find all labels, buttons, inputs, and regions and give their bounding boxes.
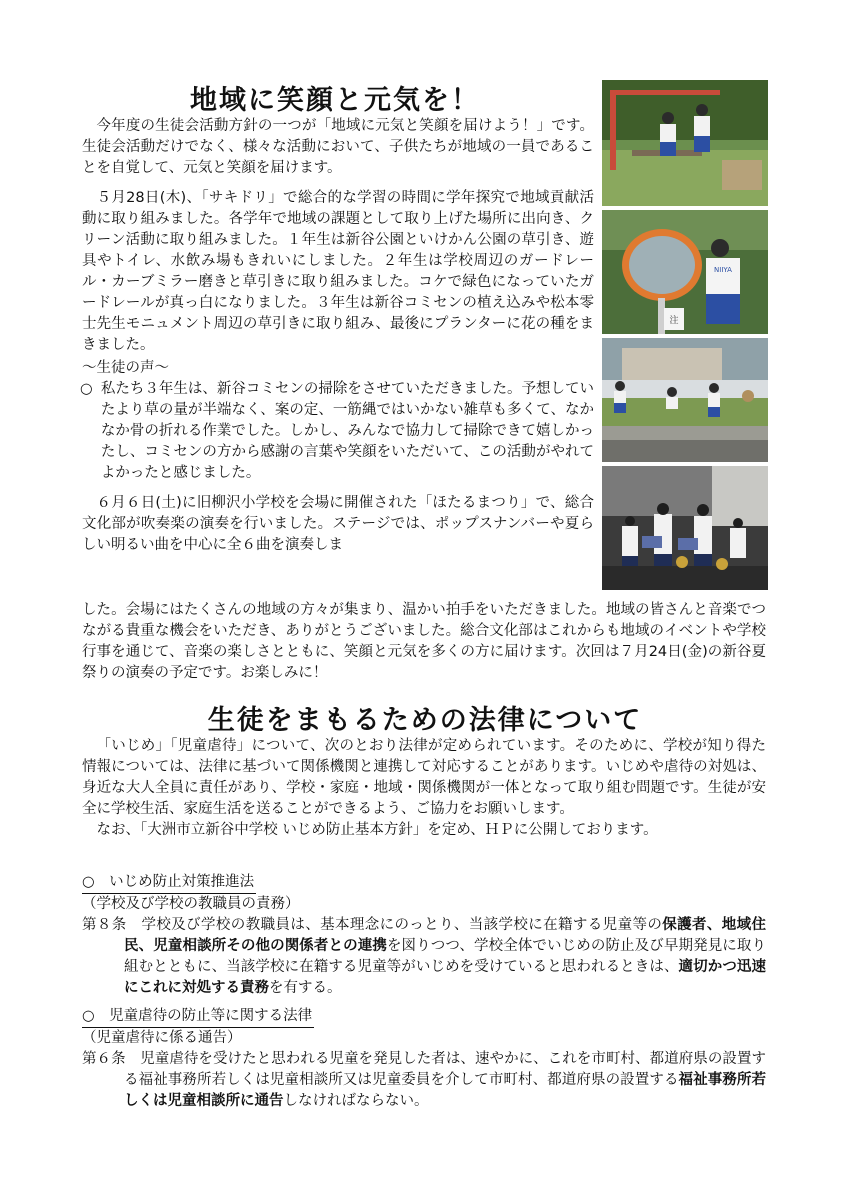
law-bullying bbox=[82, 872, 766, 999]
emphasis-report: 福祉事務所若しくは児童相談所に通告 bbox=[124, 1072, 767, 1109]
emphasis-responsibility: 適切かつ迅速にこれに対処する責務 bbox=[124, 959, 767, 996]
law-bullying-subheading: （学校及び学校の教職員の責務） bbox=[82, 896, 300, 912]
student-voice bbox=[82, 379, 594, 484]
activity-paragraph: ５月28日(木)、「サキドリ」で総合的な学習の時間に学年探究で地域貢献活動に取り組みました。各学年で地域の課題として取り上げた場所に出向き、クリーン活動に取り組みました。１年生は新谷公園といけかん公園の草引き、遊具やトイレ、水飲み場もきれいにしました。２年生は学校周辺のガードレール・カーブミラー磨きと草引きに取り組みました。コケで緑色になっていたガードレールが真っ白になりました。３年生は新谷コミセンの植え込みや松本零士先生モニュメント周辺の草引きに取り組み、最後にプランターに花の種をまきました。 bbox=[82, 190, 594, 353]
photo-park-cleaning bbox=[602, 80, 768, 206]
photo-brass-band bbox=[602, 466, 768, 590]
law-abuse-heading: ○ 児童虐待の防止等に関する法律 bbox=[82, 1006, 314, 1028]
circle-bullet: ○ bbox=[80, 381, 93, 397]
event-paragraph-tail: した。会場にはたくさんの地域の方々が集まり、温かい拍手をいただきました。地域の皆さんと音楽でつながる貴重な機会をいただき、ありがとうございました。総合文化部はこれからも地域のイベントや学校行事を通じて、音楽の楽しさとともに、笑顔と元気を多くの方に届けます。次回は７月24日(金)の新谷夏祭りの演奏の予定です。お楽しみに！ bbox=[82, 602, 766, 681]
photo-label-text: 注 bbox=[669, 316, 679, 326]
law-bullying-heading: ○ いじめ防止対策推進法 bbox=[82, 872, 256, 894]
law-intro-paragraph-1: 「いじめ」「児童虐待」について、次のとおり法律が定められています。そのために、学校が知り得た情報については、法律に基づいて関係機関と連携して対応することがあります。いじめや虐待の対処は、身近な大人全員に責任があり、学校・家庭・地域・関係機関が一体となって取り組む問題です。生徒が安全に学校生活、家庭生活を送ることができるよう、ご協力をお願いします。 bbox=[82, 738, 766, 817]
emphasis-cooperation: 保護者、地域住民、児童相談所その他の関係者との連携 bbox=[124, 917, 767, 954]
section-title-smiles: 地域に笑顔と元気を！ bbox=[190, 85, 480, 116]
photo-mirror-polishing bbox=[602, 210, 768, 334]
law-intro bbox=[82, 736, 766, 841]
section-title-law: 生徒をまもるための法律について bbox=[207, 705, 643, 736]
photo-sign-text: NIIYA bbox=[714, 266, 732, 274]
photo-community-center bbox=[602, 338, 768, 462]
student-voice-text: 私たち３年生は、新谷コミセンの掃除をさせていただきました。予想していたより草の量が半端なく、案の定、一筋縄ではいかない雑草も多くて、なかなか骨の折れる作業でした。しかし、みんなで協力して掃除できて嬉しかったし、コミセンの方から感謝の言葉や笑顔をいただいて、この活動がやれてよかったと感じました。 bbox=[100, 381, 594, 481]
law-abuse bbox=[82, 1006, 766, 1112]
event-paragraph-head: ６月６日(土)に旧柳沢小学校を会場に開催された「ほたるまつり」で、総合文化部が吹奏楽の演奏を行いました。ステージでは、ポップスナンバーや夏らしい明るい曲を中心に全６曲を演奏しま bbox=[82, 495, 594, 553]
student-voice-heading: ～生徒の声～ bbox=[82, 360, 169, 376]
law-intro-paragraph-2: なお、「大洲市立新谷中学校 いじめ防止基本方針」を定め、ＨＰに公開しております。 bbox=[96, 822, 658, 838]
intro-paragraph: 今年度の生徒会活動方針の一つが「地域に元気と笑顔を届けよう！」です。生徒会活動だけでなく、様々な活動において、子供たちが地域の一員であることを自覚して、元気と笑顔を届けます。 bbox=[82, 118, 594, 176]
law-abuse-article-6: 第６条 児童虐待を受けたと思われる児童を発見した者は、速やかに、これを市町村、都道府県の設置する福祉事務所若しくは児童相談所又は児童委員を介して市町村、都道府県の設置する福祉事務所若しくは児童相談所に通告しなければならない。 bbox=[82, 1051, 767, 1109]
section-smiles-body bbox=[82, 116, 594, 565]
law-bullying-article-8: 第８条 学校及び学校の教職員は、基本理念にのっとり、当該学校に在籍する児童等の保護者、地域住民、児童相談所その他の関係者との連携を図りつつ、学校全体でいじめの防止及び早期発見に取り組むとともに、当該学校に在籍する児童等がいじめを受けていると思われるときは、適切かつ迅速にこれに対処する責務を有する。 bbox=[82, 917, 767, 996]
law-abuse-subheading: （児童虐待に係る通告） bbox=[82, 1030, 242, 1046]
